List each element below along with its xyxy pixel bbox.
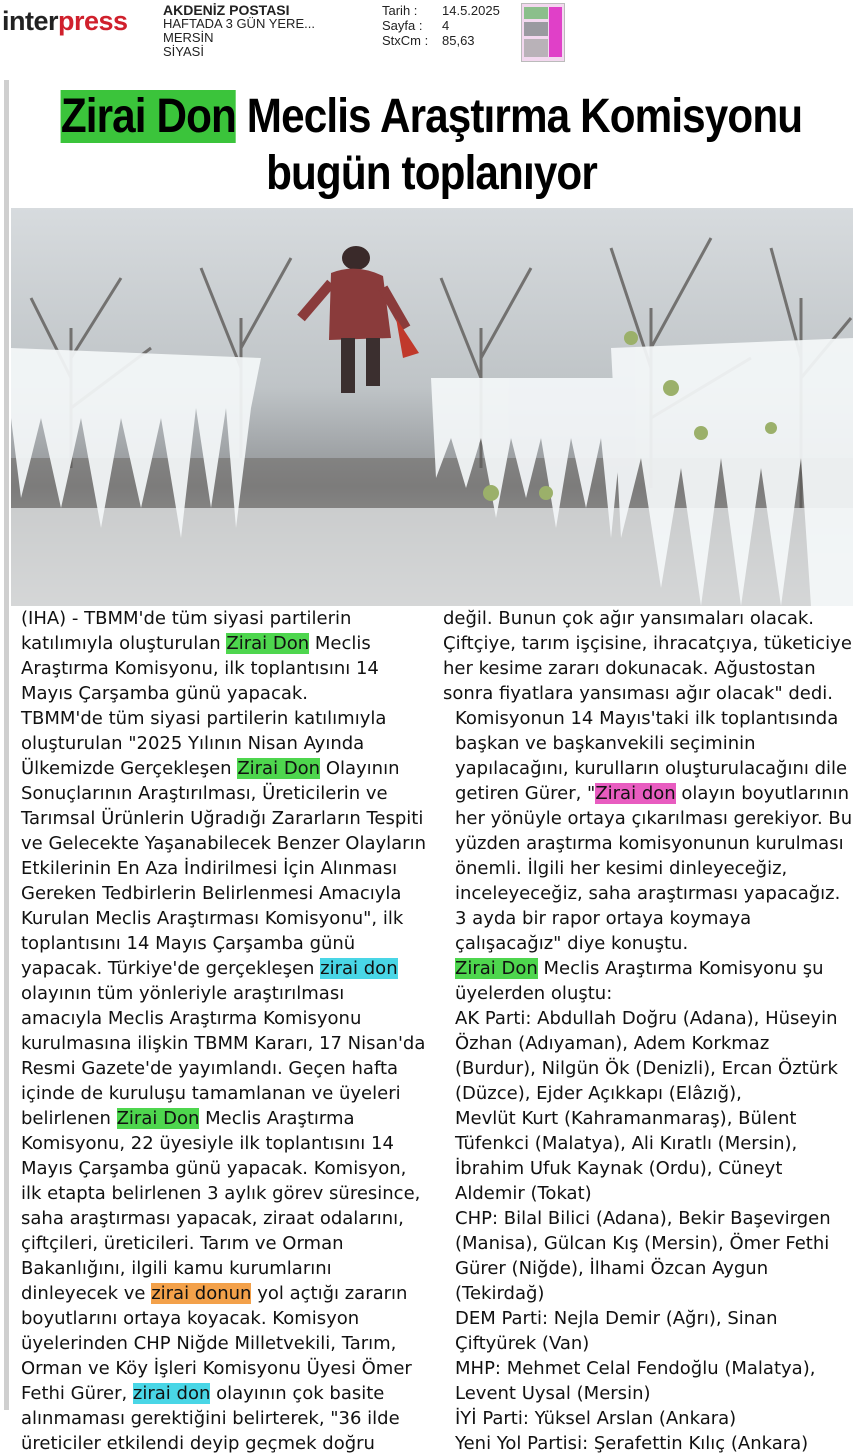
article-paragraph [443, 606, 853, 706]
paragraph-text: DEM Parti: Nejla Demir (Ağrı), Sinan Çiftyürek (Van) [455, 1308, 778, 1354]
keyword-highlight: zirai don [132, 1383, 211, 1404]
paragraph-text: olayın boyutlarının her yönüyle ortaya çıkarılması gerekiyor. Bu yüzden araştırma komisyonunun kurulması önemli. İlgili her kesimi dinleyeceğiz, inceleyeceğiz, saha araştırması yapacağız. 3 ayda bir rapor ortaya koymaya çalışacağız" diye konuştu. [455, 783, 853, 954]
article-paragraph [443, 1431, 853, 1456]
article-paragraph [443, 1356, 853, 1406]
keyword-highlight: Zirai don [595, 783, 676, 804]
publication-info [163, 3, 315, 59]
article-column-2 [443, 606, 853, 1456]
article-paragraph [9, 606, 427, 706]
article-paragraph [443, 1006, 853, 1106]
keyword-highlight: zirai donun [151, 1283, 252, 1304]
article-headline: Zirai Don Meclis Araştırma Komisyonu bugün toplanıyor [60, 90, 803, 200]
article-paragraph [443, 1106, 853, 1206]
keyword-highlight: Zirai Don [455, 958, 538, 979]
newspaper-clipping [9, 80, 854, 1454]
publication-category: SİYASİ [163, 44, 204, 59]
paragraph-text: olayının tüm yönleriyle araştırılması amacıyla Meclis Araştırma Komisyonu kurulmasına ilişkin TBMM Kararı, 17 Nisan'da Resmi Gazete'de yayımlandı. Geçen hafta içinde de kuruluşu tamamlanan ve üyeleri belirlenen [21, 983, 426, 1129]
publication-name: AKDENİZ POSTASI [163, 2, 290, 18]
article-paragraph [443, 956, 853, 1006]
article-column-1 [9, 606, 427, 1456]
paragraph-text: yol açtığı zararın boyutlarını ortaya koyacak. Komisyon üyelerinden CHP Niğde Milletvekili, Tarım, Orman ve Köy İşleri Komisyonu Üyesi Ömer Fethi Gürer, [21, 1283, 412, 1404]
keyword-highlight: Zirai Don [237, 758, 321, 779]
keyword-highlight: Zirai Don [226, 633, 310, 654]
paragraph-text: olayının çok basite alınmaması gerektiğini belirterek, "36 ilde üreticiler etkilendi deyip geçmek doğru [21, 1383, 400, 1454]
paragraph-text: Komisyonun 14 Mayıs'taki ilk toplantısında başkan ve başkanvekili seçiminin yapılacağını, kurulların oluşturulacağını dile getiren Gürer, " [455, 708, 848, 804]
clip-page: 4 [442, 18, 450, 33]
publication-city: MERSİN [163, 30, 214, 45]
paragraph-text: Meclis Araştırma Komisyonu şu üyelerden oluştu: [455, 958, 824, 1004]
keyword-highlight: zirai don [320, 958, 398, 979]
paragraph-text: Olayının Sonuçlarının Araştırılması, Üreticilerin ve Tarımsal Ürünlerin Uğradığı Zararların Tespiti ve Gelecekte Yaşanabilecek Benzer Olayların Etkilerinin En Aza İndirilmesi İçin Alınması Gereken Tedbirlerin Belirlenmesi Amacıyla Kurulan Meclis Araştırması Komisyonu", ilk toplantısını 14 Mayıs Çarşamba günü yapacak. Türkiye'de gerçekleşen [21, 758, 426, 979]
paragraph-text: TBMM'de tüm siyasi partilerin katılımıyla oluşturulan "2025 Yılının Nisan Ayında Ülkemizde Gerçekleşen [21, 708, 387, 779]
interpress-logo: interpress [2, 6, 128, 36]
clipping-header [0, 0, 858, 70]
paragraph-text: (IHA) - TBMM'de tüm siyasi partilerin katılımıyla oluşturulan [21, 608, 352, 654]
paragraph-text: CHP: Bilal Bilici (Adana), Bekir Başevirgen (Manisa), Gülcan Kış (Mersin), Ömer Fethi Gürer (Niğde), İlhami Özcan Aygun (Tekirdağ) [455, 1208, 831, 1304]
paragraph-text: İYİ Parti: Yüksel Arslan (Ankara) [455, 1408, 737, 1429]
article-paragraph [9, 706, 427, 1456]
paragraph-text: değil. Bunun çok ağır yansımaları olacak. Çiftçiye, tarım işçisine, ihracatçıya, tüketiciye her kesime zararı dokunacak. Ağustostan sonra fiyatlara yansıması ağır olacak" dedi. [443, 608, 852, 704]
frost-orchard-image [11, 208, 853, 606]
paragraph-text: MHP: Mehmet Celal Fendoğlu (Malatya), Levent Uysal (Mersin) [455, 1358, 816, 1404]
article-photo [11, 208, 853, 606]
paragraph-text: Yeni Yol Partisi: Şerafettin Kılıç (Ankara) [455, 1433, 809, 1454]
clip-date: 14.5.2025 [442, 3, 500, 18]
headline-highlight: Zirai Don [60, 90, 236, 143]
article-paragraph [443, 1206, 853, 1306]
paragraph-text: Mevlüt Kurt (Kahramanmaraş), Bülent Tüfenkci (Malatya), Ali Kıratlı (Mersin), İbrahim Ufuk Kaynak (Ordu), Cüneyt Aldemir (Tokat) [455, 1108, 798, 1204]
paragraph-text: AK Parti: Abdullah Doğru (Adana), Hüseyin Özhan (Adıyaman), Adem Korkmaz (Burdur), Nilgün Ök (Denizli), Ercan Öztürk (Düzce), Ejder Açıkkapı (Elâzığ), [455, 1008, 838, 1104]
article-paragraph [443, 706, 853, 956]
paragraph-text: Meclis Araştırma Komisyonu, 22 üyesiyle ilk toplantısını 14 Mayıs Çarşamba günü yapacak. Komisyon, ilk etapta belirlenen 3 aylık görev süresince, saha araştırması yapacak, ziraat odalarını, çiftçileri, üreticileri. Tarım ve Orman Bakanlığını, ilgili kamu kurumlarını dinleyecek ve [21, 1108, 421, 1304]
paragraph-text: Meclis Araştırma Komisyonu, ilk toplantısını 14 Mayıs Çarşamba günü yapacak. [21, 633, 379, 704]
article-paragraph [443, 1406, 853, 1431]
article-paragraph [443, 1306, 853, 1356]
publication-frequency: HAFTADA 3 GÜN YERE... [163, 16, 315, 31]
keyword-highlight: Zirai Don [116, 1108, 200, 1129]
clip-stx: 85,63 [442, 33, 475, 48]
clipping-meta: Tarih : 14.5.2025 Sayfa : 4 StxCm : 85,63 [382, 3, 500, 48]
page-thumbnail[interactable] [521, 3, 565, 62]
